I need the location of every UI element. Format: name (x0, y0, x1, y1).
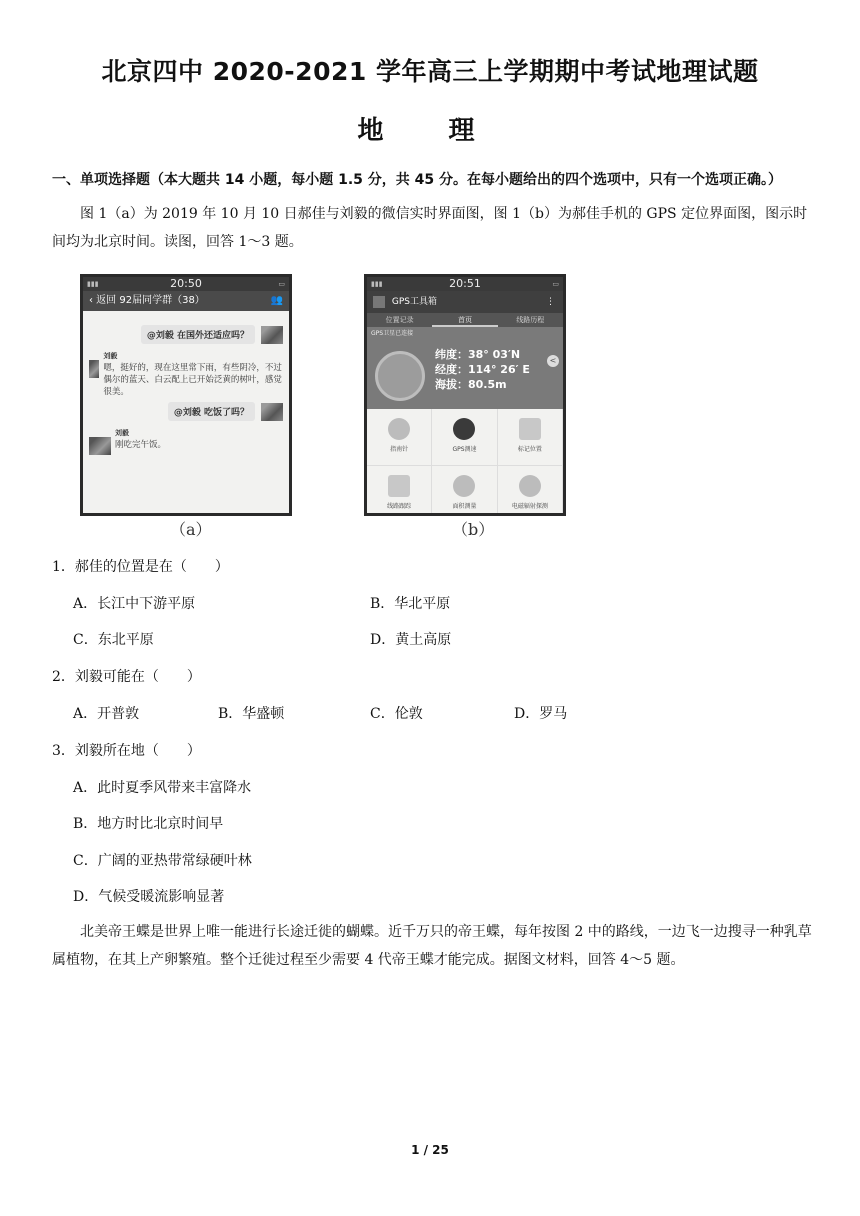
chat-message-row (89, 402, 283, 421)
figure-b-gps-screenshot (364, 274, 566, 516)
intro-text-2: 北美帝王蝶是世界上唯一能进行长途迁徙的蝴蝶。近千万只的帝王蝶，每年按图 2 中的路线，一边飞一边搜寻一种乳草属植物，在其上产卵繁殖。整个迁徙过程至少需要 4 代帝王蝶才能完成。据图文材料，回答 4～5 题。 (52, 924, 812, 968)
altitude-readout: 海拔：80.5m (435, 378, 507, 391)
page-title: 北京四中 2020-2021 学年高三上学期期中考试地理试题 (101, 57, 759, 86)
question-1-option-b: B．华北平原 (370, 596, 451, 612)
chat-body (83, 311, 289, 463)
question-2-option-c: C．伦敦 (370, 706, 423, 722)
status-time: 20:51 (449, 277, 481, 290)
gps-info-panel (367, 327, 563, 409)
chat-bubble-incoming (103, 350, 283, 398)
intro-paragraph-1 (52, 200, 812, 256)
battery-icon: ▭ (552, 280, 559, 288)
latitude-readout: 纬度：38° 03′N (435, 348, 521, 361)
tool-compass (367, 409, 432, 466)
question-1-option-d: D．黄土高原 (370, 632, 452, 648)
tool-area-measure (432, 466, 497, 516)
tool-label: 电磁辐射探测 (511, 503, 548, 510)
speedometer-icon (453, 418, 475, 440)
gps-app-bar (367, 291, 563, 313)
question-2-option-b: B．华盛顿 (218, 706, 285, 722)
share-icon: < (547, 355, 559, 367)
gps-tool-grid (367, 409, 563, 516)
question-3-option-a: A．此时夏季风带来丰富降水 (73, 780, 252, 796)
tool-label: 指南针 (390, 446, 409, 453)
gps-status-banner: GPS卫星已连接 (371, 330, 414, 337)
subject-heading: 地 理 (357, 116, 503, 146)
question-3-stem: 3．刘毅所在地（ ） (52, 743, 201, 759)
question-1-stem: 1．郝佳的位置是在（ ） (52, 559, 229, 575)
question-2-stem: 2．刘毅可能在（ ） (52, 669, 201, 685)
tool-mark-position (498, 409, 563, 466)
question-1-option-a: A．长江中下游平原 (73, 596, 196, 612)
tool-label: 面积测量 (452, 503, 477, 510)
figure-a-wechat-screenshot (80, 274, 292, 516)
intro-text-1: 图 1（a）为 2019 年 10 月 10 日郝佳与刘毅的微信实时界面图，图 1（b）为郝佳手机的 GPS 定位界面图，图示时间均为北京时间。读图，回答 1～3 题。 (52, 206, 808, 250)
gps-tabs (367, 313, 563, 327)
figure-b-caption: （b） (452, 520, 495, 539)
status-bar (83, 277, 289, 291)
chat-nav-bar (83, 291, 289, 311)
question-2-option-d: D．罗马 (514, 706, 568, 722)
section-heading: 一、单项选择题（本大题共 14 小题，每小题 1.5 分，共 45 分。在每小题给出的四个选项中，只有一个选项正确。） (52, 172, 783, 188)
chat-message-row (89, 427, 283, 455)
radiation-icon (519, 475, 541, 497)
chat-message-row (89, 350, 283, 398)
avatar (261, 403, 283, 421)
sender-name: 刘毅 (103, 351, 118, 360)
tool-route-track (367, 466, 432, 516)
tool-label: 标记位置 (517, 446, 542, 453)
figure-a-caption: （a） (170, 520, 212, 539)
tab-route-history: 线路历程 (516, 316, 545, 324)
question-3-option-d: D．气候受暖流影响显著 (73, 889, 225, 905)
map-marker-icon (519, 418, 541, 440)
tool-gps-speed (432, 409, 497, 466)
message-text: 嗯，挺好的，现在这里常下雨，有些阴冷，不过偶尔的蓝天、白云配上已开始泛黄的树叶，感觉很美。 (103, 363, 282, 397)
question-1-option-c: C．东北平原 (73, 632, 154, 648)
avatar (89, 360, 99, 378)
question-3-option-b: B．地方时比北京时间早 (73, 816, 224, 832)
longitude-readout: 经度：114° 26′ E (435, 363, 530, 376)
signal-icon: ▮▮▮ (87, 280, 99, 288)
message-text: 刚吃完午饭。 (115, 440, 167, 450)
tool-radiation-detect (498, 466, 563, 516)
battery-icon: ▭ (278, 280, 285, 288)
page-number: 1 / 25 (411, 1143, 449, 1157)
tab-home: 首页 (432, 313, 497, 327)
avatar (89, 437, 111, 455)
compass-dial-icon (375, 351, 425, 401)
question-3-option-c: C．广阔的亚热带常绿硬叶林 (73, 853, 252, 869)
route-icon (388, 475, 410, 497)
chat-bubble-outgoing: @刘毅 在国外还适应吗？ (141, 325, 255, 344)
chat-message-row (89, 325, 283, 344)
question-2-option-a: A．开普敦 (73, 706, 140, 722)
intro-paragraph-2 (52, 918, 812, 974)
group-members-icon: 👥 (270, 295, 283, 306)
app-title: GPS工具箱 (391, 297, 437, 307)
compass-icon (388, 418, 410, 440)
chat-bubble-incoming (115, 427, 166, 451)
sender-name: 刘毅 (115, 428, 129, 437)
tool-label: GPS测速 (452, 446, 477, 453)
status-bar (367, 277, 563, 291)
chat-title: ‹ 返回 92届同学群（38） (89, 295, 205, 306)
tab-position-record: 位置记录 (385, 316, 414, 324)
gps-coordinates (435, 347, 530, 392)
area-icon (453, 475, 475, 497)
chat-bubble-outgoing: @刘毅 吃饭了吗？ (168, 402, 255, 421)
app-logo-icon (373, 296, 385, 308)
status-time: 20:50 (170, 277, 202, 290)
tool-label: 线路跟踪 (387, 503, 412, 510)
signal-icon: ▮▮▮ (371, 280, 383, 288)
more-icon: ⋮ (546, 297, 555, 307)
avatar (261, 326, 283, 344)
